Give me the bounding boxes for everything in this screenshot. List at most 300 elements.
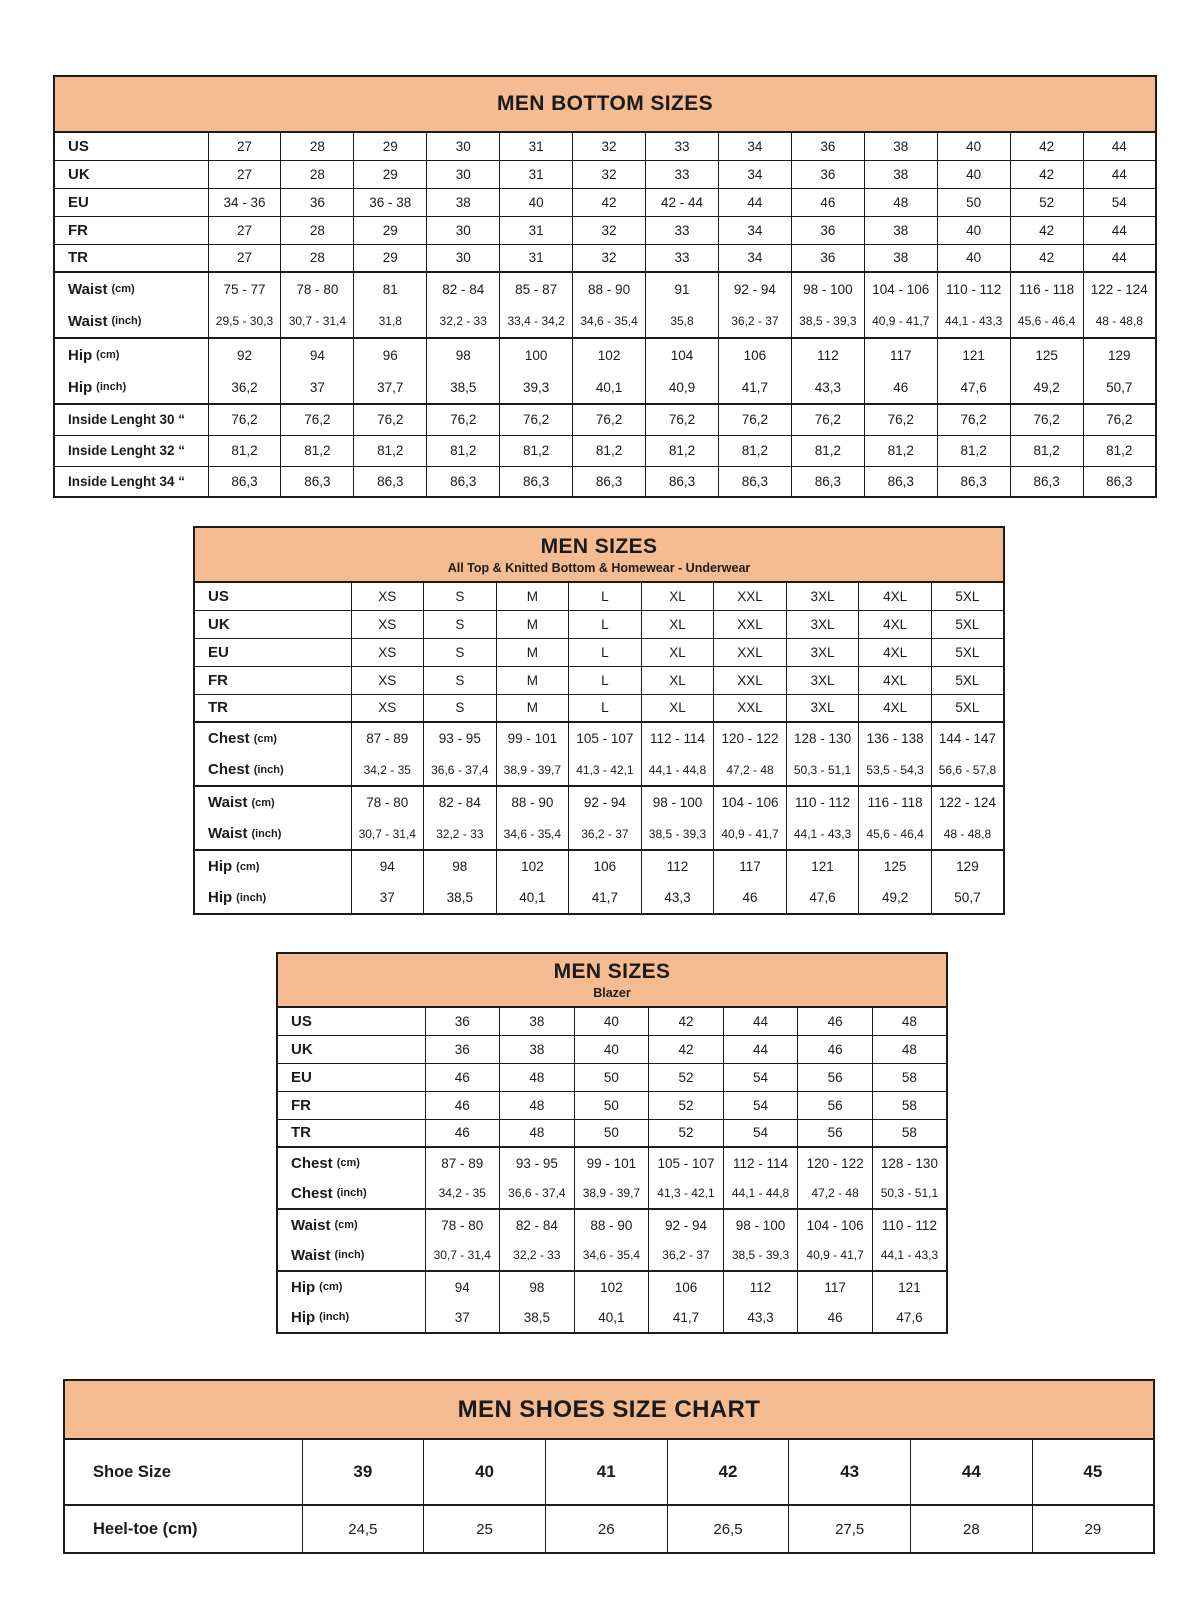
size-value-inch: 37 — [309, 379, 325, 395]
size-cell — [718, 404, 791, 435]
size-value: S — [455, 616, 465, 632]
size-value-inch: 34,6 - 35,4 — [582, 1248, 641, 1262]
table-row-conversion — [277, 1063, 947, 1091]
size-value-inch: 38,5 — [523, 1309, 550, 1325]
size-cell — [937, 160, 1010, 188]
size-value-cm: 91 — [674, 281, 690, 297]
size-value-inch: 36,2 - 37 — [731, 314, 779, 328]
row-label-text: Chest — [208, 761, 250, 778]
size-value-inch: 30,7 - 31,4 — [288, 314, 347, 328]
size-cell — [798, 1209, 873, 1271]
size-cell — [872, 1063, 947, 1091]
size-value: 86,3 — [814, 473, 841, 489]
size-value: XXL — [737, 644, 763, 660]
row-label-text: Inside Lenght 34 “ — [68, 473, 186, 489]
size-value-inch: 44,1 - 43,3 — [944, 314, 1003, 328]
size-cell — [427, 160, 500, 188]
size-value-inch: 48 - 48,8 — [1095, 314, 1143, 328]
size-cell — [354, 188, 427, 216]
size-value: 29 — [382, 250, 398, 266]
size-cell — [208, 188, 281, 216]
size-cell — [859, 722, 932, 786]
size-value: 36 — [820, 138, 836, 154]
size-cell — [718, 216, 791, 244]
size-value: 46 — [454, 1069, 470, 1085]
size-value: 44 — [1111, 138, 1127, 154]
size-value: 42 — [718, 1462, 738, 1481]
size-value-cm: 116 - 118 — [867, 795, 923, 810]
size-value: 46 — [820, 194, 836, 210]
size-value-cm: 78 - 80 — [366, 795, 409, 810]
size-value: 34 — [747, 250, 763, 266]
size-value-inch: 37,7 — [377, 379, 404, 395]
size-value: 86,3 — [231, 473, 258, 489]
size-value-cm: 88 - 90 — [511, 795, 554, 810]
size-value: 4XL — [883, 700, 908, 716]
size-value: 3XL — [810, 672, 835, 688]
size-value-cm: 75 - 77 — [223, 281, 266, 297]
row-label — [195, 754, 351, 785]
table-body — [64, 1439, 1154, 1553]
table-body — [54, 132, 1156, 497]
table-row-conversion — [277, 1035, 947, 1063]
size-cell — [1083, 404, 1156, 435]
size-value-inch: 43,3 — [814, 379, 841, 395]
size-cell — [798, 1063, 873, 1091]
size-cell — [798, 1035, 873, 1063]
size-cell — [859, 694, 932, 722]
size-cell — [427, 404, 500, 435]
size-value: S — [455, 644, 465, 660]
size-cell — [859, 786, 932, 850]
row-label-text: Hip — [208, 858, 233, 875]
size-cell — [427, 244, 500, 272]
size-value: 38 — [893, 250, 909, 266]
size-value: 76,2 — [231, 412, 258, 428]
size-cell — [872, 1091, 947, 1119]
size-cell — [1010, 216, 1083, 244]
size-cell — [646, 338, 719, 404]
size-value: 56 — [827, 1069, 843, 1085]
size-value: 26,5 — [713, 1520, 743, 1538]
size-value-cm: 93 - 95 — [438, 731, 481, 746]
size-value-inch: 38,5 - 39,3 — [648, 826, 707, 841]
size-value-cm: 88 - 90 — [590, 1217, 633, 1233]
table-row-hip — [277, 1271, 947, 1333]
size-value-cm: 112 — [666, 859, 689, 874]
row-label — [55, 194, 208, 211]
size-value: L — [601, 700, 609, 716]
size-cell — [723, 1147, 798, 1209]
size-cell — [649, 1209, 724, 1271]
size-value-inch: 32,2 - 33 — [436, 826, 484, 841]
size-value-cm: 105 - 107 — [576, 731, 634, 746]
size-value: 40 — [603, 1041, 619, 1057]
size-value: 32 — [601, 222, 617, 238]
size-value: 28 — [309, 166, 325, 182]
table-body — [194, 582, 1004, 914]
size-cell — [208, 404, 281, 435]
table-row-chest — [277, 1147, 947, 1209]
size-cell — [1010, 188, 1083, 216]
size-value-cm: 110 - 112 — [946, 281, 1002, 297]
size-cell — [718, 272, 791, 338]
size-cell — [573, 338, 646, 404]
size-cell — [791, 216, 864, 244]
size-value: 33 — [674, 166, 690, 182]
size-value: 86,3 — [595, 473, 623, 489]
row-label-text: Chest — [208, 730, 250, 747]
size-cell — [569, 850, 642, 914]
size-value: 76,2 — [1033, 412, 1060, 428]
row-label-text: Hip — [291, 1278, 316, 1296]
size-value: 30 — [455, 250, 471, 266]
table-row-conversion — [277, 1007, 947, 1035]
size-cell — [791, 435, 864, 466]
table-row-conversion — [54, 188, 1156, 216]
size-value-inch: 37 — [379, 890, 395, 905]
size-value-inch: 35,8 — [670, 314, 694, 328]
size-value: 86,3 — [668, 473, 696, 489]
size-value-inch: 40,9 - 41,7 — [806, 1248, 864, 1262]
size-cell — [718, 188, 791, 216]
size-value-inch: 38,9 - 39,7 — [582, 1186, 641, 1200]
size-cell — [351, 610, 424, 638]
size-value: 5XL — [955, 644, 980, 660]
row-label-text: Waist — [68, 312, 108, 330]
size-value: 44 — [747, 194, 763, 210]
table-title-bar — [276, 952, 948, 1006]
row-label-unit: (cm) — [96, 349, 120, 361]
size-value-cm: 102 — [600, 1279, 623, 1295]
table-row-shoe-size — [64, 1439, 1154, 1505]
size-value-inch: 30,7 - 31,4 — [358, 826, 416, 841]
size-cell — [791, 272, 864, 338]
size-value-inch: 49,2 — [1033, 379, 1060, 395]
size-cell — [1083, 466, 1156, 497]
size-value: 40 — [966, 166, 982, 182]
size-cell — [937, 404, 1010, 435]
size-value: 76,2 — [960, 412, 987, 428]
size-value-inch: 50,7 — [1106, 379, 1133, 395]
size-value: M — [526, 644, 538, 660]
size-cell — [911, 1439, 1033, 1505]
size-cell — [872, 1271, 947, 1333]
size-value: 33 — [674, 250, 690, 266]
size-cell — [281, 272, 354, 338]
size-value: M — [526, 616, 538, 632]
row-label-cell — [54, 132, 208, 160]
size-value: 33 — [674, 138, 690, 154]
size-cell — [545, 1439, 667, 1505]
size-value: S — [455, 672, 465, 688]
size-value: 36 — [820, 166, 836, 182]
size-cell — [569, 666, 642, 694]
size-cell — [500, 1209, 575, 1271]
size-cell — [425, 1209, 500, 1271]
size-value: 32 — [601, 166, 617, 182]
size-value-inch: 46 — [742, 890, 758, 905]
table-subtitle: Blazer — [593, 986, 631, 1000]
size-cell — [1010, 338, 1083, 404]
size-value-cm: 78 - 80 — [441, 1217, 484, 1233]
size-cell — [798, 1007, 873, 1035]
table-row-conversion — [194, 610, 1004, 638]
table-row-conversion — [54, 160, 1156, 188]
table-row-conversion — [277, 1119, 947, 1147]
row-label-cell — [277, 1271, 425, 1333]
size-cell — [281, 466, 354, 497]
size-cell — [791, 466, 864, 497]
row-label — [195, 699, 351, 716]
size-cell — [931, 610, 1004, 638]
size-value-inch: 38,5 - 39,3 — [731, 1248, 790, 1262]
table-subtitle: All Top & Knitted Bottom & Homewear - Underwear — [447, 560, 751, 575]
size-value: 40 — [528, 194, 544, 210]
size-value: 30 — [455, 222, 471, 238]
size-cell — [1083, 160, 1156, 188]
size-value: 39 — [353, 1462, 373, 1481]
size-cell — [500, 1007, 575, 1035]
size-value-inch: 44,1 - 44,8 — [648, 762, 707, 777]
size-cell — [208, 435, 281, 466]
size-value-cm: 82 - 84 — [515, 1217, 558, 1233]
size-cell — [424, 1439, 546, 1505]
size-cell — [723, 1007, 798, 1035]
row-label-cell — [194, 694, 351, 722]
size-cell — [500, 216, 573, 244]
row-label-cell — [64, 1505, 302, 1553]
size-cell — [937, 188, 1010, 216]
size-cell — [496, 850, 569, 914]
size-value: 44 — [961, 1462, 981, 1481]
size-value: 3XL — [810, 700, 835, 716]
table-row-waist — [194, 786, 1004, 850]
size-cell — [714, 850, 787, 914]
row-label-text: US — [208, 587, 229, 605]
row-label-text: TR — [291, 1124, 311, 1142]
size-cell — [872, 1035, 947, 1063]
size-cell — [569, 582, 642, 610]
size-value: 38 — [893, 166, 909, 182]
size-value-cm: 121 — [811, 859, 834, 874]
size-cell — [714, 638, 787, 666]
size-value-cm: 82 - 84 — [438, 795, 481, 810]
size-value: 4XL — [883, 588, 908, 604]
size-value-cm: 117 — [739, 859, 761, 874]
size-value-inch: 40,9 — [668, 379, 696, 395]
size-cell — [1010, 404, 1083, 435]
size-cell — [424, 638, 497, 666]
size-value-inch: 47,2 - 48 — [811, 1186, 859, 1200]
size-table — [276, 1006, 948, 1334]
row-label-unit: (cm) — [251, 796, 275, 809]
size-cell — [1010, 132, 1083, 160]
size-value-cm: 136 - 138 — [866, 731, 924, 746]
size-value: 33 — [674, 222, 690, 238]
size-value: 58 — [901, 1125, 917, 1141]
size-cell — [351, 638, 424, 666]
size-value: M — [526, 700, 538, 716]
table-title-bar — [193, 526, 1005, 581]
row-label-cell — [277, 1007, 425, 1035]
row-label — [55, 443, 208, 458]
row-label-text: EU — [68, 193, 89, 211]
size-cell — [714, 582, 787, 610]
table-men-sizes-top — [193, 526, 1005, 915]
size-value: 36 — [820, 222, 836, 238]
size-cell — [864, 160, 937, 188]
size-value: 81,2 — [1033, 443, 1060, 458]
size-value: XS — [378, 616, 397, 632]
size-cell — [354, 244, 427, 272]
size-value-cm: 87 - 89 — [366, 731, 409, 746]
size-cell — [573, 435, 646, 466]
size-value: 40 — [603, 1013, 619, 1029]
size-value-cm: 92 - 94 — [664, 1217, 707, 1233]
size-cell — [931, 786, 1004, 850]
size-value: 48 — [901, 1013, 917, 1029]
size-cell — [496, 666, 569, 694]
size-value: XXL — [737, 672, 763, 688]
size-cell — [281, 338, 354, 404]
size-cell — [649, 1119, 724, 1147]
size-value-cm: 98 — [529, 1279, 545, 1295]
row-label-unit: (inch) — [319, 1311, 350, 1323]
size-value: 3XL — [810, 616, 835, 632]
size-value: 48 — [529, 1097, 545, 1113]
size-value-cm: 98 — [455, 347, 471, 363]
size-value: 34 — [747, 222, 763, 238]
table-row-conversion — [194, 694, 1004, 722]
size-value-cm: 122 - 124 — [1090, 281, 1148, 297]
row-label-cell — [194, 666, 351, 694]
size-value-inch: 41,3 - 42,1 — [657, 1186, 715, 1200]
size-value-cm: 78 - 80 — [296, 281, 339, 297]
table-row-conversion — [54, 244, 1156, 272]
table-row-chest — [194, 722, 1004, 786]
size-value-cm: 144 - 147 — [938, 731, 996, 746]
row-label-cell — [277, 1091, 425, 1119]
row-label — [55, 273, 208, 305]
size-value-cm: 94 — [379, 859, 395, 874]
size-value: 44 — [1111, 166, 1127, 182]
size-value: 5XL — [955, 700, 980, 716]
size-value: 46 — [454, 1125, 470, 1141]
size-cell — [646, 160, 719, 188]
row-label — [278, 1240, 425, 1270]
row-label — [55, 249, 208, 266]
size-cell — [1032, 1505, 1154, 1553]
size-cell — [425, 1035, 500, 1063]
size-value: 44 — [753, 1013, 769, 1029]
size-value: 48 — [529, 1125, 545, 1141]
row-label — [195, 882, 351, 913]
size-value: 76,2 — [595, 412, 623, 428]
size-cell — [859, 582, 932, 610]
size-value-cm: 121 — [898, 1279, 921, 1295]
row-label-text: Chest — [291, 1154, 333, 1172]
size-value-cm: 120 - 122 — [721, 731, 779, 746]
size-value-inch: 45,6 - 46,4 — [866, 826, 924, 841]
size-cell — [354, 466, 427, 497]
size-cell — [208, 338, 281, 404]
size-cell — [574, 1209, 649, 1271]
size-value-inch: 44,1 - 44,8 — [731, 1186, 790, 1200]
row-label-text: Waist — [291, 1246, 331, 1264]
row-label-text: Chest — [291, 1184, 333, 1202]
size-cell — [281, 404, 354, 435]
size-value: 76,2 — [887, 412, 914, 428]
row-label-cell — [64, 1439, 302, 1505]
size-value: 34 — [747, 166, 763, 182]
table-men-bottom-sizes — [53, 75, 1157, 498]
size-cell — [351, 666, 424, 694]
row-label-text: US — [68, 137, 89, 155]
size-cell — [937, 466, 1010, 497]
size-cell — [723, 1063, 798, 1091]
size-cell — [500, 435, 573, 466]
row-label — [278, 1041, 425, 1058]
row-label-unit: (inch) — [111, 315, 142, 327]
size-value: 76,2 — [523, 412, 550, 428]
row-label — [278, 1210, 425, 1240]
table-men-sizes-blazer — [276, 952, 948, 1334]
size-cell — [500, 160, 573, 188]
size-cell — [786, 638, 859, 666]
row-label-cell — [54, 216, 208, 244]
size-cell — [500, 466, 573, 497]
size-value: 76,2 — [377, 412, 404, 428]
table-row-heel-toe — [64, 1505, 1154, 1553]
size-cell — [500, 132, 573, 160]
size-value: 44 — [753, 1041, 769, 1057]
size-cell — [864, 338, 937, 404]
size-cell — [427, 216, 500, 244]
size-value-inch: 38,5 — [446, 890, 473, 905]
table-title-bar — [53, 75, 1157, 131]
row-label-unit: (inch) — [251, 827, 282, 840]
size-cell — [1032, 1439, 1154, 1505]
size-cell — [723, 1091, 798, 1119]
size-value-inch: 41,7 — [672, 1309, 700, 1325]
size-value-inch: 33,4 - 34,2 — [507, 314, 565, 328]
size-value: 81,2 — [668, 443, 696, 458]
size-cell — [500, 244, 573, 272]
size-cell — [649, 1091, 724, 1119]
size-cell — [641, 722, 714, 786]
row-label — [195, 723, 351, 754]
size-cell — [354, 132, 427, 160]
size-cell — [427, 132, 500, 160]
size-cell — [786, 722, 859, 786]
row-label — [195, 787, 351, 818]
size-value: 29 — [382, 138, 398, 154]
size-cell — [786, 850, 859, 914]
size-value-inch: 41,7 — [591, 890, 619, 905]
table-row-conversion — [54, 132, 1156, 160]
size-value: 50 — [966, 194, 982, 210]
size-value: 4XL — [883, 672, 908, 688]
size-value-inch: 37 — [454, 1309, 470, 1325]
size-value-cm: 116 - 118 — [1019, 281, 1075, 297]
size-cell — [574, 1119, 649, 1147]
size-cell — [872, 1119, 947, 1147]
size-cell — [208, 272, 281, 338]
size-value: 50 — [603, 1125, 619, 1141]
size-cell — [718, 132, 791, 160]
size-value: 81,2 — [231, 443, 258, 458]
